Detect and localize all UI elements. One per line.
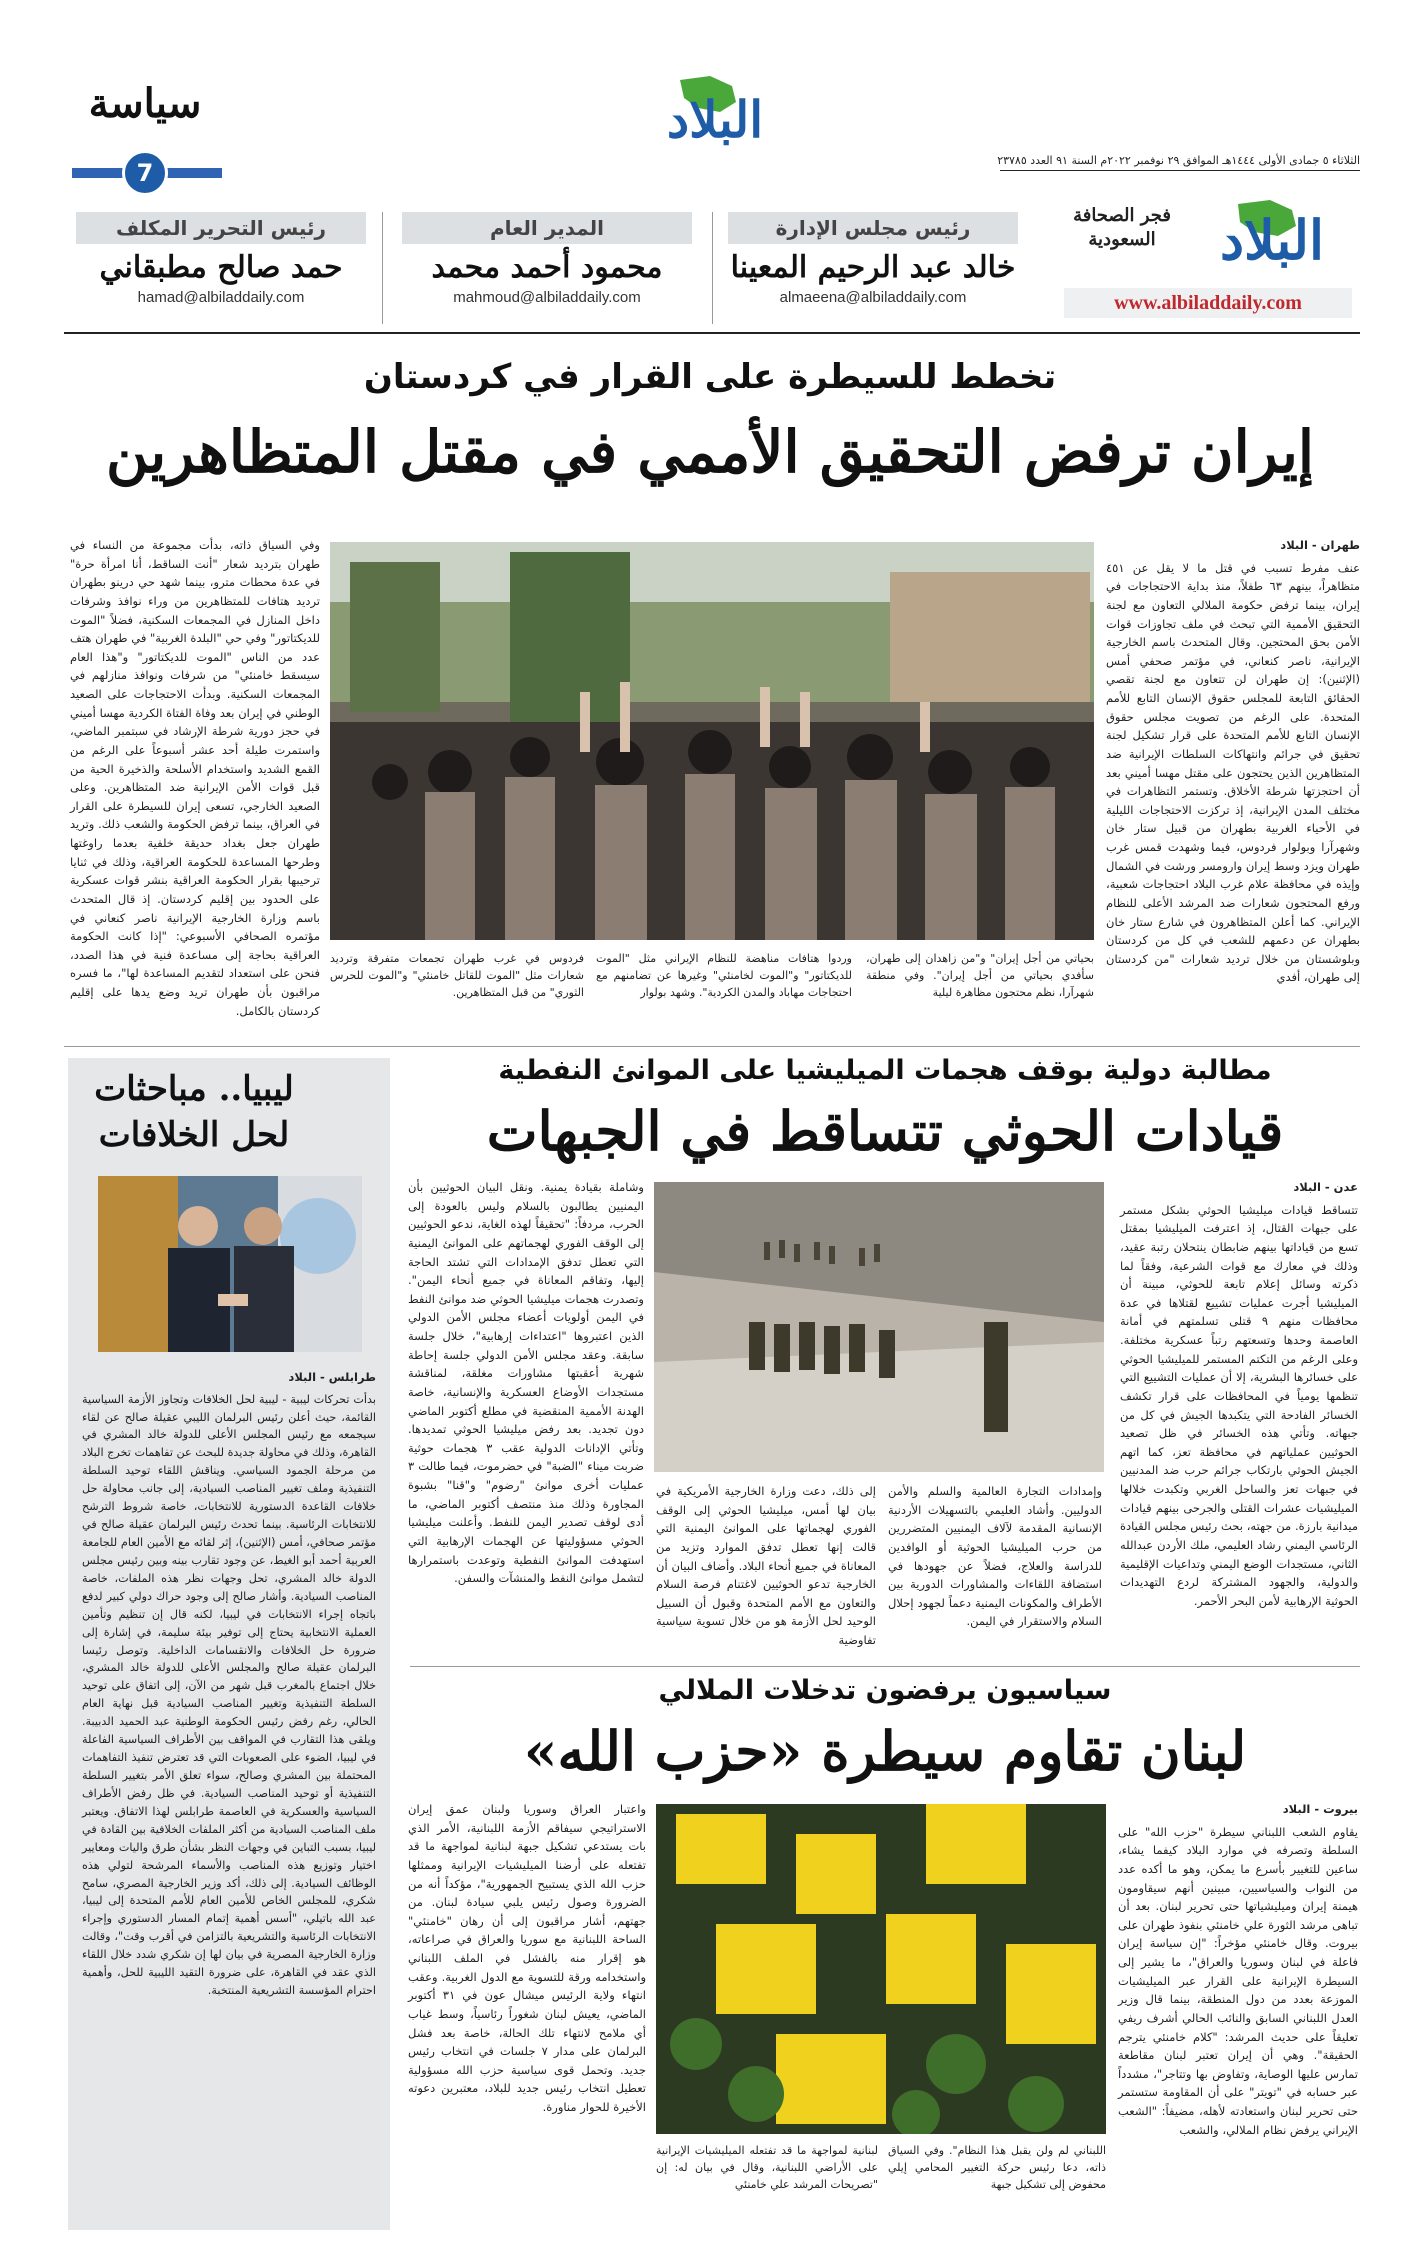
story3-caption-1: اللبناني لم ولن يقبل هذا النظام". وفي السياق ذاته، دعا رئيس حركة التغيير المحامي إيلي محفوض إلى تشكيل جبهة	[888, 2144, 1106, 2192]
story1-caption-2: وردوا هتافات مناهضة للنظام الإيراني مثل "الموت للديكتاتور" و"الموت لخامنئي" وغيرها عن تضامنهم مع احتجاجات مهاباد والمدن الكردية". وشهد بولوار	[596, 952, 852, 1000]
masthead-name: حمد صالح مطبقاني	[99, 250, 343, 285]
masthead-role: المدير العام	[402, 212, 692, 244]
masthead-divider	[382, 212, 383, 324]
story2-bottom-rule	[410, 1666, 1360, 1667]
story1-body-left: وفي السياق ذاته، بدأت مجموعة من النساء في طهران بترديد شعار "أنت الساقط، أنا امرأة حرة" في عدة محطات مترو، بينما شهد حي درينو بطهران ترديد هتافات للمتظاهرين من وراء نوافذ وشرفات داخل المنازل في المجمعات السكنية، فضلاً "الموت للديكتاتور" وفي حي "البلدة الغربية" في طهران هتف عدد من الناس "الموت للديكتاتور" و"هذا العام سيسقط خامنئي" من شرفات ونوافذ منازلهم في المجمعات السكنية. وبدأت الاحتجاجات على الصعيد الوطني في إيران بعد وفاة الفتاة الكردية مهسا أميني في حجز دورية شرطة الإرشاد في سبتمبر الماضي، واستمرت طيلة أحد عشر أسبوعاً على الرغم من القمع الشديد واستخدام الأسلحة والذخيرة الحية من قبل قوات الأمن الإيرانية ضد المتظاهرين. وعلى الصعيد الخارجي، تسعى إيران للسيطرة على القرار في العراق، بينما ترفض الحكومة والشعب ذلك. وتريد طهران جعل بغداد حديقة خلفية بعدما راوغتها وطرحها المساعدة للحكومة العراقية، وذلك في ثنايا ترحيبها بقرار الحكومة العراقية بنشر قوات عسكرية على الحدود بين إقليم كردستان. إذ قال المتحدث باسم وزارة الخارجية الإيرانية ناصر كنعاني في مؤتمره الصحافي الأسبوعي: "إذا كانت الحكومة العراقية بحاجة إلى مساعدة فنية في هذا الصدد، فنحن على استعداد لتقديم المساعدة لها"، ما فسره مراقبون بأن طهران تريد وضع يدها على إقليم كردستان بالكامل.	[70, 538, 320, 1018]
story1-caption-1: بحياتي من أجل إيران" و"من زاهدان إلى طهران، سأفدي بحياتي من أجل إيران". وفي منطقة شهرآرا، نظم محتجون مظاهرة ليلية	[866, 952, 1094, 1000]
protest-photo	[330, 542, 1094, 940]
story3-col-right	[1118, 1800, 1358, 2143]
story3-body-left: واعتبار العراق وسوريا ولبنان عمق إيران الاستراتيجي سيفاقم الأزمة اللبنانية، الأمر الذي بات يستدعي تشكيل جبهة لبنانية لمواجهة ما قد تفتعله على أرضنا الميليشيات الإيرانية وممثلها حزب الله الذي يستبيح الجمهورية"، مؤكداً أنه من الضرورة وصول رئيس يلبي سيادة لبنان. من جهتهم، أشار مراقبون إلى أن رهان "خامنئي" الساحة اللبنانية مع سوريا والعراق في صراعاته، هو إقرار منه بالفشل في الملف اللبناني واستخدامه ورقة للتسوية مع الدول الغربية. وعقب انتهاء ولاية الرئيس ميشال عون في ٣١ أكتوبر الماضي، يعيش لبنان شغوراً رئاسياً، وسط غياب أي ملامح لانتهاء تلك الحالة، خاصة بعد فشل البرلمان على مدار ٧ جلسات في انتخاب رئيس جديد. وتحمل قوى سياسية حزب الله مسؤولية تعطيل انتخاب رئيس جديد للبلاد، معتبرين دعوته الأخيرة للحوار مناورة.	[408, 1802, 646, 2114]
story1-headline: إيران ترفض التحقيق الأممي في مقتل المتظاهرين	[106, 418, 1314, 486]
hezbollah-photo	[656, 1804, 1106, 2134]
story1-col-right	[1106, 536, 1360, 991]
page-number-badge: 7	[122, 150, 168, 196]
story2-body-mid2: إلى ذلك، دعت وزارة الخارجية الأمريكية في بيان لها أمس، ميليشيا الحوثي إلى الوقف الفوري لهجماتها على الموانئ اليمنية التي قالت إنها تعطل تدفق الموارد وتزيد من المعاناة في جميع أنحاء البلاد. وأضاف البيان أن الخارجية تدعو الحوثيين لاغتنام فرصة السلام والتعاون مع الأمم المتحدة وقبول أن السبيل الوحيد لحل الأزمة هو من خلال تسوية سياسية تفاوضية	[656, 1484, 876, 1647]
story2-col-mid	[888, 1482, 1102, 1631]
story1-dateline: طهران - البلاد	[1280, 538, 1360, 552]
masthead-box-chairman	[728, 212, 1018, 324]
masthead-email[interactable]: almaeena@albiladdaily.com	[779, 289, 967, 306]
flags-image	[656, 1804, 1106, 2134]
story2-col-right	[1120, 1178, 1358, 1614]
masthead-name: خالد عبد الرحيم المعينا	[730, 250, 1016, 285]
masthead-role: رئيس التحرير المكلف	[76, 212, 366, 244]
story1-col-left	[70, 536, 320, 1020]
handshake-image	[98, 1176, 362, 1352]
story2-col-mid2	[656, 1482, 876, 1650]
sidebar-body: بدأت تحركات ليبية - ليبية لحل الخلافات وتجاوز الأزمة السياسية القائمة، حيث أعلن رئيس البرلمان الليبي عقيلة صالح عن لقاء سيجمعه مع رئيس المجلس الأعلى للدولة خالد المشري في القاهرة، وذلك في محاولة جديدة للبحث عن تفاهمات تخرج البلاد من مرحلة الجمود السياسي. ويناقش اللقاء توحيد السلطة التنفيذية وملف تغيير المناصب السيادية، إلى جانب محاولة حل خلافات القاعدة الدستورية للانتخابات، خاصة شروط الترشح للانتخابات الرئاسية. بينما تحدث رئيس البرلمان عقيلة صالح في مؤتمر صحافي، أمس (الإثنين)، إثر لقائه مع الأمين العام للجامعة العربية أحمد أبو الغيط، عن وجود تقارب بينه وبين رئيس مجلس الدولة خالد المشري، تحل وجهات نظر هذه الملفات، خاصة المناصب السيادية. وأشار صالح إلى وجود حراك دولي كبير لدفع باتجاه إجراء الانتخابات في ليبيا، لكنه قال إن تنظيم وتأمين العملية الانتخابية يحتاج إلى توفير بيئة سليمة، في إشارة إلى ضرورة حل الخلافات والانقسامات الداخلية. وتوصل رئيسا البرلمان عقيلة صالح والمجلس الأعلى للدولة خالد المشري، خلال اجتماع بالمغرب قبل شهر من الآن، إلى اتفاق على توحيد السلطة التنفيذية وتغيير المناصب السيادية قبل نهاية العام الحالي، رغم رفض رئيس الحكومة الوطنية عبد الحميد الدبيبة. ويلقى هذا التقارب في المواقف بين الأطراف السياسية الفاعلة في ليبيا، الضوء على الصعوبات التي قد تعترض تنفيذ التفاهمات المحتملة بين المشري وصالح، سواء تعلق الأمر بتغيير السلطة التنفيذية أو توحيد المناصب السيادية. في ظل رفض الأطراف السياسية والعسكرية في العاصمة طرابلس لهذا الاتفاق. ويعتبر ملف المناصب السيادية من أكثر الملفات الخلافية بين القادة في ليبيا، بسبب التباين في وجهات النظر بشأن طرق واليات ومعايير اختيار وتوزيع هذه المناصب والأسماء المرشحة لتولي هذه الوظائف السيادية. إلى ذلك، أكد وزير الخارجية المصري، سامح شكري، للمجلس الخاص للأمين العام للأمم المتحدة إلى ليبيا، عبد الله باتيلي، "أسس أهمية إتمام المسار الدستوري وإجراء الانتخابات الرئاسية والتشريعية بالتزامن في أقرب وقت"، وقالت وزارة الخارجية المصرية في بيان لها إن شكري شدد خلال اللقاء الذي عقد في القاهرة، على ضرورة التقيد الليبية للحل، وأهمية احترام المؤسسة التشريعية المنتخبة.	[82, 1392, 376, 1998]
story3-body-right: يقاوم الشعب اللبناني سيطرة "حزب الله" على السلطة وتصرفه في موارد البلاد كيفما يشاء، ساعين للتغيير بأسرع ما يمكن، وهو ما أكده عدد من النواب والسياسيين، مبينين أنهم سيقاومون هيمنة إيران وميليشياتها حتى تحرير لبنان. بعد أن تباهى مرشد الثورة علي خامنئي بنفوذ طهران على بيروت. وقال خامنئي مؤخراً: "إن سياسة إيران فاعلة في لبنان وسوريا والعراق"، ما يشير إلى السيطرة الإيرانية على القرار عبر الميليشيات الموزعة بعدد من دول المنطقة، بينما قال وزير العدل اللبناني السابق والنائب الحالي أشرف ريفي تعليقاً على حديث المرشد: "كلام خامنئي يترجم الحقيقة". وهي أن إيران تعتبر لبنان مقاطعة تمارس عليها الوصاية، وتفاوض بها وتتاجر"، مشدداً عبر حسابه في "تويتر" على أن المقاومة ستستمر حتى تحرير لبنان واستعادته لأهله، مضيفاً: "الشعب الإيراني يرفض نظام الملالي، والشعب	[1118, 1824, 1358, 2137]
section-title: سياسة	[88, 80, 202, 127]
story1-body-right: عنف مفرط تسبب في قتل ما لا يقل عن ٤٥١ متظاهراً، بينهم ٦٣ طفلاً، منذ بداية الاحتجاجات في إيران، بينما ترفض حكومة الملالي التعاون مع لجنة التحقيق الأممية التي تبحث في ملف تجاوزات قوات الأمن بحق المحتجين. وقال المتحدث باسم الخارجية الإيرانية، ناصر كنعاني، في مؤتمر صحفي أمس (الإثنين): إن طهران لن تتعاون مع لجنة تقصي الحقائق التابعة للمجلس حقوق الإنسان التابع للأمم المتحدة. على الرغم من تصويت مجلس حقوق الإنسان التابع للأمم المتحدة على قرار تشكيل لجنة تحقيق في جرائم وانتهاكات السلطات الإيرانية ضد المتظاهرين الذين يحتجون على مقتل مهسا أميني بعد أن احتجزتها شرطة الأخلاق. وتستمر التظاهرات في مختلف المدن الإيرانية، إذ تركزت الاحتجاجات الليلية في الأحياء الغربية بطهران من قبيل ستار خان وشهرآرا وبولوار فردوس، فيما وشهدت قمس غرب طهران ويزد وسط إيران وارومسر ورشت في الشمال وإيذه في محافظة علام غرب البلاد احتجاجات شعبية، ورفع المحتجون شعارات ضد المرشد الأعلى للنظام الإيراني. كما أعلن المتظاهرون في شارع ستار خان بطهران عن دعمهم للشعب في كل من كردستان وبلوشستان من خلال ترديد شعارات "من كردستان إلى طهران، أفدي	[1106, 560, 1360, 985]
masthead-bottom-rule	[64, 332, 1360, 334]
masthead-email[interactable]: mahmoud@albiladdaily.com	[453, 289, 641, 306]
story2-body-mid: وإمدادات التجارة العالمية والسلم والأمن الدوليين. وأشاد العليمي بالتسهيلات الأردنية الإنسانية المقدمة لآلاف اليمنيين المتضررين من حرب الميليشيا الحوثية أو الوافدين للدراسة والعلاج، فضلاً عن جهودها في استضافة اللقاءات والمشاورات الدورية بين الأطراف والمكونات اليمنية دعماً لجهود إحلال السلام والاستقرار في اليمن.	[888, 1484, 1102, 1629]
website-link[interactable]: www.albiladdaily.com	[1064, 288, 1352, 318]
main-logo-text: البلاد	[1219, 208, 1325, 272]
story2-col-left	[408, 1178, 644, 1588]
masthead-box-gm	[402, 212, 692, 324]
houthi-photo	[654, 1182, 1104, 1472]
story2-body-right: تتساقط قيادات ميليشيا الحوثي بشكل مستمر على جبهات القتال، إذ اعترفت الميليشيا بمقتل تسع من قياداتها بينهم ضابطان ينتحلان رتبة عقيد، وذلك في معارك مع قوات الشرعية، وفقاً لما ذكرته وسائل إعلام تابعة للحوثي، مبينة أن الميليشيا أجرت عمليات تشييع لقتلاها في عدة محافظات منهم ٩ قتلى تسلمتهم في أمانة العاصمة وحدها وتسعتهم رتباً عسكرية مختلفة. وعلى الرغم من التكتم المستمر للميليشيا الحوثي على خسائرها البشرية، إلا أن عمليات التشييع التي تنظمها يومياً في المحافظات على قرار تكشف الخسائر الفادحة التي يتكبدها الجيش في كل من جبهاته. وتأتي هذه الخسائر في ظل تصعيد الحوثيين عملياتهم في محافظة تعز، كما اتهم الجيش الحوثي بارتكاب جرائم حرب ضد المدنيين في جبهات تعز والساحل الغربي وتكبدت خلالها الميليشيات عشرات القتلى والجرحى بينهم قيادات ميدانية بارزة. من جهته، بحث رئيس مجلس القيادة الرئاسي اليمني رشاد العليمي، ملك الأردن عبدالله الثاني، مستجدات الوضع اليمني وتداعيات الإقليمية والدولية، والجهود المشتركة لردع التهديدات الحوثية الإرهابية لأمن البحر الأحمر.	[1120, 1202, 1358, 1608]
story3-dateline: بيروت - البلاد	[1282, 1802, 1358, 1816]
masthead-divider	[712, 212, 713, 324]
sidebar-dateline: طرابلس - البلاد	[288, 1370, 376, 1384]
tagline: فجر الصحافة السعودية	[1073, 205, 1171, 250]
top-logo-text: البلاد	[666, 90, 764, 149]
story3-caption-2: لبنانية لمواجهة ما قد تفتعله الميليشيات الإيرانية على الأراضي اللبنانية، وقال في بيان له: إن "تصريحات المرشد علي خامنئي	[656, 2144, 878, 2192]
story2-dateline: عدن - البلاد	[1293, 1180, 1358, 1194]
header-rule	[1000, 170, 1360, 171]
story1-caption-3: فردوس في غرب طهران تجمعات متفرقة وترديد شعارات مثل "الموت للقاتل خامنئي" و"الموت للحرس الثوري" من قبل المتظاهرين.	[330, 952, 584, 1000]
story2-headline: قيادات الحوثي تتساقط في الجبهات	[486, 1099, 1284, 1163]
story3-kicker: سياسيون يرفضون تدخلات الملالي	[658, 1675, 1112, 1706]
date-line: الثلاثاء ٥ جمادى الأولى ١٤٤٤هـ الموافق ٢٩ نوفمبر ٢٠٢٢م السنة ٩١ العدد ٢٣٧٨٥	[997, 154, 1360, 167]
masthead-role: رئيس مجلس الإدارة	[728, 212, 1018, 244]
sidebar-libya	[68, 1058, 390, 2230]
masthead-name: محمود أحمد محمد	[431, 250, 663, 285]
libya-photo	[98, 1176, 362, 1352]
story3-headline: لبنان تقاوم سيطرة «حزب الله»	[523, 1719, 1247, 1783]
protest-image	[330, 542, 1094, 940]
story1-bottom-rule	[64, 1046, 1360, 1047]
top-logo	[640, 72, 790, 154]
section-label	[80, 80, 210, 132]
story2-kicker: مطالبة دولية بوقف هجمات الميليشيا على الموانئ النفطية	[498, 1055, 1272, 1086]
masthead-email[interactable]: hamad@albiladdaily.com	[137, 289, 305, 306]
story2-body-left: وشاملة بقيادة يمنية. ونقل البيان الحوثيين بأن اليمنيين يطالبون بالسلام وليس بالعودة إلى الحرب، مردفاً: "تحقيقاً لهذه الغاية، ندعو الحوثيين إلى الوقف الفوري لهجماتهم على الموانئ اليمنية التي تعطل تدفق الإمدادات التي تشتد الحاجة إليها، وتفاقم المعاناة في جميع أنحاء اليمن". وتصدرت هجمات ميليشيا الحوثي ضد موانئ النفط في اليمن أولويات أعضاء مجلس الأمن الدولي الذين اعتبروها "اعتداءات إرهابية"، خلال جلسة سابقة. وعقد مجلس الأمن الدولي جلسة إحاطة شهرية أعقبتها مشاورات مغلقة، لمناقشة مستجدات الأوضاع العسكرية والإنسانية، خاصة الهدنة الأممية المنقضية في مطلع أكتوبر الماضي دون تجديد. بعد رفض ميليشيا الحوثي تمديدها. وتأتي الإدانات الدولية عقب ٣ هجمات حوثية ضربت ميناء "الضبة" في حضرموت، فيما طالت ٣ عمليات أخرى موانئ "رضوم" و"قنا" بشبوة المجاورة وذلك منذ منتصف أكتوبر الماضي، ما أدى لوقف تصدير اليمن للنفط. وأعلنت ميليشيا الحوثي مسؤوليتها عن الهجمات الإرهابية التي استهدفت الموانئ النفطية وتوعدت باستمرارها لتشمل موانئ النفط والمنشآت والسفن.	[408, 1180, 644, 1586]
fighters-image	[654, 1182, 1104, 1472]
story3-col-left	[408, 1800, 646, 2117]
masthead-box-editor	[76, 212, 366, 324]
main-logo	[1192, 198, 1352, 278]
sidebar-headline: ليبيا.. مباحثات لحل الخلافات	[94, 1069, 294, 1155]
story1-kicker: تخطط للسيطرة على القرار في كردستان	[363, 357, 1057, 397]
